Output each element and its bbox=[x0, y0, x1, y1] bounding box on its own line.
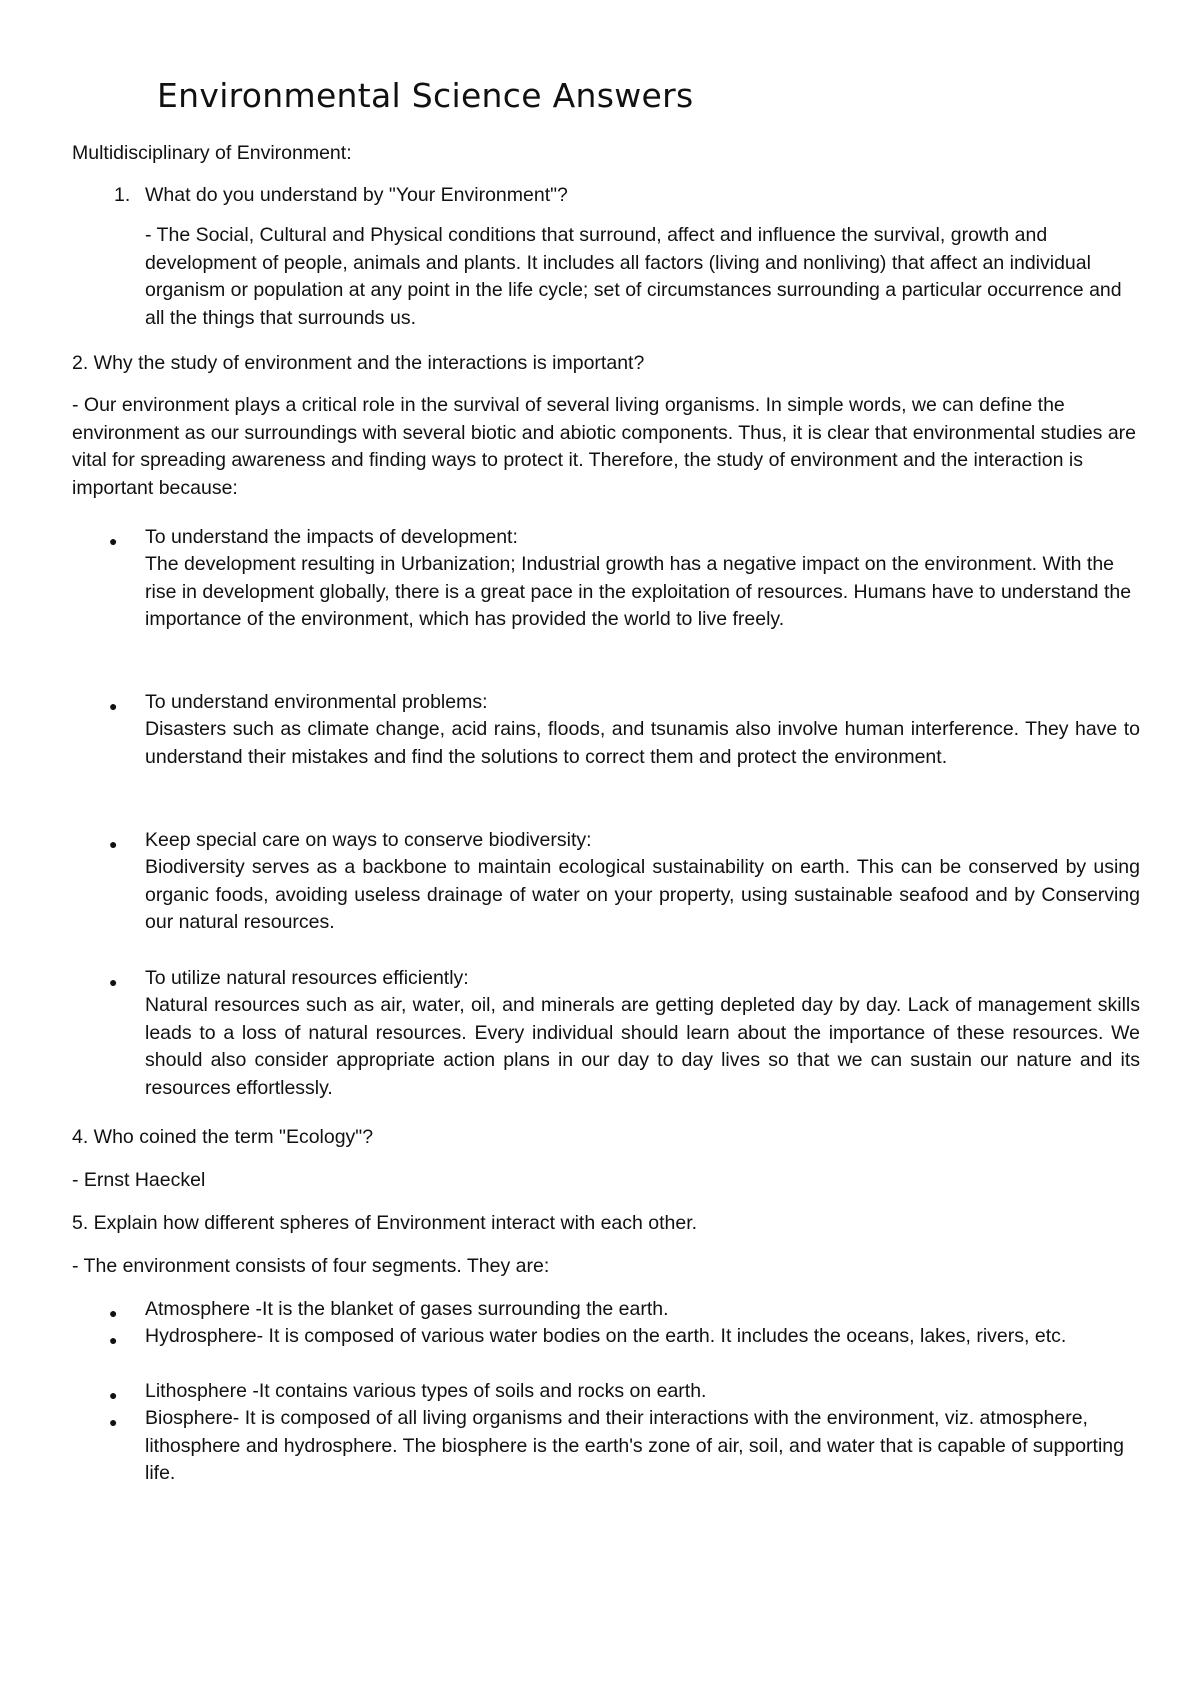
q2-bullet-1-text: The development resulting in Urbanization; Industrial growth has a negative impact on the environment. With the rise in development globally, there is a great pace in the exploitation of resources. Humans have to understand the importance of the environment, which has provided the world to live freely. bbox=[145, 553, 1132, 630]
section-heading: Multidisciplinary of Environment: bbox=[72, 142, 352, 164]
q5-bullet-lithosphere: Lithosphere -It contains various types of soils and rocks on earth. bbox=[145, 1380, 707, 1402]
q5-bullet-hydrosphere: Hydrosphere- It is composed of various water bodies on the earth. It includes the oceans, lakes, rivers, etc. bbox=[145, 1325, 1067, 1347]
q5-bullet-biosphere: Biosphere- It is composed of all living organisms and their interactions with the environment, viz. atmosphere, lithosphere and hydrosphere. The biosphere is the earth's zone of air, soil, and water that is capable of supporting life. bbox=[145, 1407, 1124, 1484]
bullet-icon: ● bbox=[109, 1332, 118, 1348]
document-title: Environmental Science Answers bbox=[157, 76, 694, 115]
q1-question: What do you understand by "Your Environment"? bbox=[145, 184, 568, 206]
bullet-icon: ● bbox=[109, 1387, 118, 1403]
q2-bullet-4-text: Natural resources such as air, water, oil, and minerals are getting depleted day by day. Lack of management skills leads to a loss of natural resources. Every individual should learn about the importance of these resources. We should also consider appropriate action plans in our day to day lives so that we can sustain our nature and its resources effortlessly. bbox=[145, 994, 1140, 1099]
q2-bullet-2-heading: To understand environmental problems: bbox=[145, 691, 488, 713]
q5-bullet-atmosphere: Atmosphere -It is the blanket of gases surrounding the earth. bbox=[145, 1298, 669, 1320]
q5-question: 5. Explain how different spheres of Environment interact with each other. bbox=[72, 1212, 698, 1234]
q2-bullet-3-heading: Keep special care on ways to conserve biodiversity: bbox=[145, 829, 592, 851]
q2-bullet-4-heading: To utilize natural resources efficiently: bbox=[145, 967, 469, 989]
q4-answer: - Ernst Haeckel bbox=[72, 1169, 206, 1191]
q2-question: 2. Why the study of environment and the interactions is important? bbox=[72, 352, 645, 374]
q2-bullet-1-heading: To understand the impacts of development: bbox=[145, 526, 518, 548]
bullet-icon: ● bbox=[109, 974, 118, 990]
q2-answer: - Our environment plays a critical role in the survival of several living organisms. In simple words, we can define the environment as our surroundings with several biotic and abiotic components. Thus, it is clear that environmental studies are vital for spreading awareness and finding ways to protect it. Therefore, the study of environment and the interaction is important because: bbox=[72, 394, 1137, 499]
q2-bullet-3-text: Biodiversity serves as a backbone to maintain ecological sustainability on earth. This can be conserved by using organic foods, avoiding useless drainage of water on your property, using sustainable seafood and by Conserving our natural resources. bbox=[145, 856, 1140, 933]
bullet-icon: ● bbox=[109, 533, 118, 549]
bullet-icon: ● bbox=[109, 1414, 118, 1430]
bullet-icon: ● bbox=[109, 698, 118, 714]
bullet-icon: ● bbox=[109, 1305, 118, 1321]
q2-bullet-2-text: Disasters such as climate change, acid rains, floods, and tsunamis also involve human interference. They have to understand their mistakes and find the solutions to correct them and protect the environment. bbox=[145, 718, 1140, 768]
bullet-icon: ● bbox=[109, 836, 118, 852]
q1-answer: - The Social, Cultural and Physical conditions that surround, affect and influence the survival, growth and development of people, animals and plants. It includes all factors (living and nonliving) that affect an individual organism or population at any point in the life cycle; set of circumstances surrounding a particular occurrence and all the things that surrounds us. bbox=[145, 224, 1122, 329]
q5-answer: - The environment consists of four segments. They are: bbox=[72, 1255, 550, 1277]
q1-number: 1. bbox=[114, 184, 131, 206]
q4-question: 4. Who coined the term "Ecology"? bbox=[72, 1126, 374, 1148]
